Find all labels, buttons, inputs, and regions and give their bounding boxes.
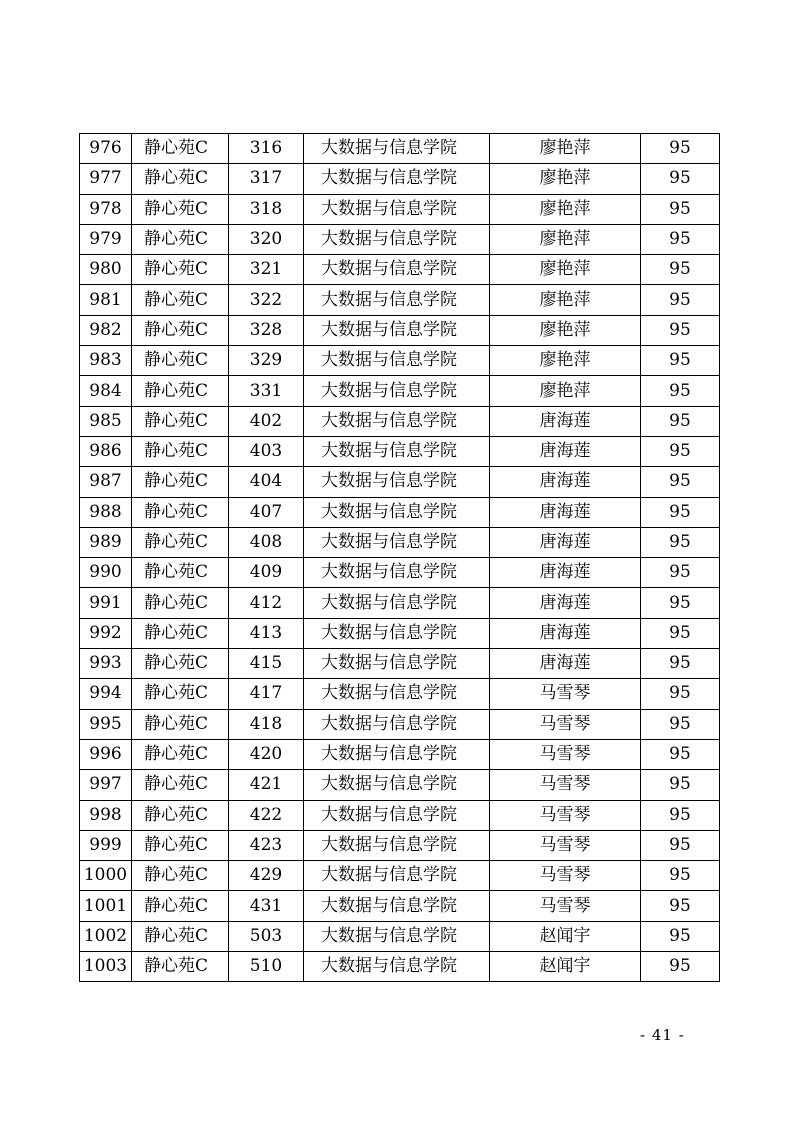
building-cell: 静心苑C bbox=[132, 224, 229, 254]
building-cell: 静心苑C bbox=[132, 649, 229, 679]
college-cell: 大数据与信息学院 bbox=[304, 679, 490, 709]
table-row bbox=[80, 285, 720, 315]
supervisor-name-cell: 马雪琴 bbox=[490, 770, 641, 800]
room-number-cell: 510 bbox=[229, 952, 304, 982]
score-cell: 95 bbox=[641, 558, 720, 588]
supervisor-name-cell: 唐海莲 bbox=[490, 527, 641, 557]
score-cell: 95 bbox=[641, 315, 720, 345]
score-cell: 95 bbox=[641, 497, 720, 527]
college-cell: 大数据与信息学院 bbox=[304, 618, 490, 648]
table-row bbox=[80, 800, 720, 830]
row-number-cell: 1002 bbox=[80, 921, 132, 951]
score-cell: 95 bbox=[641, 709, 720, 739]
building-cell: 静心苑C bbox=[132, 891, 229, 921]
score-cell: 95 bbox=[641, 921, 720, 951]
table-row bbox=[80, 467, 720, 497]
row-number-cell: 976 bbox=[80, 134, 132, 164]
score-cell: 95 bbox=[641, 952, 720, 982]
row-number-cell: 1001 bbox=[80, 891, 132, 921]
building-cell: 静心苑C bbox=[132, 436, 229, 466]
supervisor-name-cell: 唐海莲 bbox=[490, 497, 641, 527]
score-cell: 95 bbox=[641, 588, 720, 618]
building-cell: 静心苑C bbox=[132, 558, 229, 588]
row-number-cell: 994 bbox=[80, 679, 132, 709]
row-number-cell: 989 bbox=[80, 527, 132, 557]
row-number-cell: 980 bbox=[80, 255, 132, 285]
row-number-cell: 977 bbox=[80, 164, 132, 194]
room-number-cell: 429 bbox=[229, 861, 304, 891]
college-cell: 大数据与信息学院 bbox=[304, 164, 490, 194]
row-number-cell: 1003 bbox=[80, 952, 132, 982]
dormitory-score-table bbox=[79, 133, 720, 982]
score-cell: 95 bbox=[641, 346, 720, 376]
table-row bbox=[80, 618, 720, 648]
room-number-cell: 423 bbox=[229, 830, 304, 860]
supervisor-name-cell: 唐海莲 bbox=[490, 588, 641, 618]
score-cell: 95 bbox=[641, 255, 720, 285]
row-number-cell: 996 bbox=[80, 739, 132, 769]
supervisor-name-cell: 马雪琴 bbox=[490, 891, 641, 921]
building-cell: 静心苑C bbox=[132, 527, 229, 557]
building-cell: 静心苑C bbox=[132, 770, 229, 800]
supervisor-name-cell: 马雪琴 bbox=[490, 739, 641, 769]
row-number-cell: 991 bbox=[80, 588, 132, 618]
college-cell: 大数据与信息学院 bbox=[304, 315, 490, 345]
supervisor-name-cell: 唐海莲 bbox=[490, 406, 641, 436]
row-number-cell: 978 bbox=[80, 194, 132, 224]
room-number-cell: 422 bbox=[229, 800, 304, 830]
score-cell: 95 bbox=[641, 224, 720, 254]
building-cell: 静心苑C bbox=[132, 952, 229, 982]
room-number-cell: 403 bbox=[229, 436, 304, 466]
score-cell: 95 bbox=[641, 861, 720, 891]
building-cell: 静心苑C bbox=[132, 800, 229, 830]
row-number-cell: 985 bbox=[80, 406, 132, 436]
table-body bbox=[80, 134, 720, 982]
score-cell: 95 bbox=[641, 679, 720, 709]
college-cell: 大数据与信息学院 bbox=[304, 376, 490, 406]
room-number-cell: 503 bbox=[229, 921, 304, 951]
building-cell: 静心苑C bbox=[132, 618, 229, 648]
row-number-cell: 1000 bbox=[80, 861, 132, 891]
row-number-cell: 984 bbox=[80, 376, 132, 406]
supervisor-name-cell: 马雪琴 bbox=[490, 709, 641, 739]
college-cell: 大数据与信息学院 bbox=[304, 558, 490, 588]
room-number-cell: 329 bbox=[229, 346, 304, 376]
supervisor-name-cell: 马雪琴 bbox=[490, 800, 641, 830]
table-row bbox=[80, 921, 720, 951]
row-number-cell: 992 bbox=[80, 618, 132, 648]
room-number-cell: 328 bbox=[229, 315, 304, 345]
building-cell: 静心苑C bbox=[132, 861, 229, 891]
table-row bbox=[80, 558, 720, 588]
building-cell: 静心苑C bbox=[132, 921, 229, 951]
row-number-cell: 979 bbox=[80, 224, 132, 254]
room-number-cell: 418 bbox=[229, 709, 304, 739]
score-cell: 95 bbox=[641, 649, 720, 679]
supervisor-name-cell: 唐海莲 bbox=[490, 467, 641, 497]
row-number-cell: 986 bbox=[80, 436, 132, 466]
score-cell: 95 bbox=[641, 406, 720, 436]
room-number-cell: 415 bbox=[229, 649, 304, 679]
supervisor-name-cell: 唐海莲 bbox=[490, 436, 641, 466]
table-row bbox=[80, 649, 720, 679]
row-number-cell: 981 bbox=[80, 285, 132, 315]
score-cell: 95 bbox=[641, 164, 720, 194]
supervisor-name-cell: 廖艳萍 bbox=[490, 194, 641, 224]
building-cell: 静心苑C bbox=[132, 285, 229, 315]
supervisor-name-cell: 廖艳萍 bbox=[490, 346, 641, 376]
college-cell: 大数据与信息学院 bbox=[304, 891, 490, 921]
row-number-cell: 995 bbox=[80, 709, 132, 739]
table-row bbox=[80, 739, 720, 769]
table-row bbox=[80, 406, 720, 436]
table-row bbox=[80, 436, 720, 466]
row-number-cell: 987 bbox=[80, 467, 132, 497]
score-cell: 95 bbox=[641, 194, 720, 224]
room-number-cell: 320 bbox=[229, 224, 304, 254]
college-cell: 大数据与信息学院 bbox=[304, 467, 490, 497]
college-cell: 大数据与信息学院 bbox=[304, 952, 490, 982]
table-row bbox=[80, 709, 720, 739]
table-row bbox=[80, 588, 720, 618]
room-number-cell: 402 bbox=[229, 406, 304, 436]
score-cell: 95 bbox=[641, 467, 720, 497]
room-number-cell: 417 bbox=[229, 679, 304, 709]
building-cell: 静心苑C bbox=[132, 134, 229, 164]
college-cell: 大数据与信息学院 bbox=[304, 285, 490, 315]
building-cell: 静心苑C bbox=[132, 406, 229, 436]
college-cell: 大数据与信息学院 bbox=[304, 436, 490, 466]
supervisor-name-cell: 赵闻宇 bbox=[490, 952, 641, 982]
college-cell: 大数据与信息学院 bbox=[304, 588, 490, 618]
building-cell: 静心苑C bbox=[132, 376, 229, 406]
room-number-cell: 316 bbox=[229, 134, 304, 164]
college-cell: 大数据与信息学院 bbox=[304, 800, 490, 830]
supervisor-name-cell: 廖艳萍 bbox=[490, 164, 641, 194]
supervisor-name-cell: 马雪琴 bbox=[490, 679, 641, 709]
supervisor-name-cell: 唐海莲 bbox=[490, 649, 641, 679]
supervisor-name-cell: 廖艳萍 bbox=[490, 224, 641, 254]
college-cell: 大数据与信息学院 bbox=[304, 194, 490, 224]
building-cell: 静心苑C bbox=[132, 739, 229, 769]
supervisor-name-cell: 廖艳萍 bbox=[490, 315, 641, 345]
supervisor-name-cell: 廖艳萍 bbox=[490, 376, 641, 406]
college-cell: 大数据与信息学院 bbox=[304, 861, 490, 891]
supervisor-name-cell: 马雪琴 bbox=[490, 830, 641, 860]
building-cell: 静心苑C bbox=[132, 467, 229, 497]
college-cell: 大数据与信息学院 bbox=[304, 134, 490, 164]
row-number-cell: 982 bbox=[80, 315, 132, 345]
table-row bbox=[80, 134, 720, 164]
college-cell: 大数据与信息学院 bbox=[304, 770, 490, 800]
college-cell: 大数据与信息学院 bbox=[304, 739, 490, 769]
room-number-cell: 420 bbox=[229, 739, 304, 769]
building-cell: 静心苑C bbox=[132, 497, 229, 527]
room-number-cell: 404 bbox=[229, 467, 304, 497]
row-number-cell: 997 bbox=[80, 770, 132, 800]
table-row bbox=[80, 315, 720, 345]
building-cell: 静心苑C bbox=[132, 588, 229, 618]
room-number-cell: 318 bbox=[229, 194, 304, 224]
score-cell: 95 bbox=[641, 891, 720, 921]
room-number-cell: 317 bbox=[229, 164, 304, 194]
room-number-cell: 421 bbox=[229, 770, 304, 800]
supervisor-name-cell: 赵闻宇 bbox=[490, 921, 641, 951]
building-cell: 静心苑C bbox=[132, 315, 229, 345]
table-row bbox=[80, 224, 720, 254]
building-cell: 静心苑C bbox=[132, 164, 229, 194]
row-number-cell: 983 bbox=[80, 346, 132, 376]
table-row bbox=[80, 194, 720, 224]
room-number-cell: 412 bbox=[229, 588, 304, 618]
table-row bbox=[80, 255, 720, 285]
college-cell: 大数据与信息学院 bbox=[304, 709, 490, 739]
building-cell: 静心苑C bbox=[132, 709, 229, 739]
score-cell: 95 bbox=[641, 770, 720, 800]
building-cell: 静心苑C bbox=[132, 194, 229, 224]
row-number-cell: 993 bbox=[80, 649, 132, 679]
table-row bbox=[80, 770, 720, 800]
college-cell: 大数据与信息学院 bbox=[304, 224, 490, 254]
supervisor-name-cell: 廖艳萍 bbox=[490, 285, 641, 315]
table-row bbox=[80, 497, 720, 527]
table-row bbox=[80, 527, 720, 557]
building-cell: 静心苑C bbox=[132, 346, 229, 376]
supervisor-name-cell: 马雪琴 bbox=[490, 861, 641, 891]
row-number-cell: 990 bbox=[80, 558, 132, 588]
room-number-cell: 408 bbox=[229, 527, 304, 557]
table-row bbox=[80, 346, 720, 376]
table-row bbox=[80, 952, 720, 982]
room-number-cell: 413 bbox=[229, 618, 304, 648]
college-cell: 大数据与信息学院 bbox=[304, 921, 490, 951]
table-row bbox=[80, 891, 720, 921]
supervisor-name-cell: 唐海莲 bbox=[490, 618, 641, 648]
score-cell: 95 bbox=[641, 134, 720, 164]
college-cell: 大数据与信息学院 bbox=[304, 346, 490, 376]
score-cell: 95 bbox=[641, 436, 720, 466]
supervisor-name-cell: 唐海莲 bbox=[490, 558, 641, 588]
college-cell: 大数据与信息学院 bbox=[304, 649, 490, 679]
room-number-cell: 321 bbox=[229, 255, 304, 285]
table-row bbox=[80, 679, 720, 709]
score-cell: 95 bbox=[641, 527, 720, 557]
score-cell: 95 bbox=[641, 830, 720, 860]
table-row bbox=[80, 164, 720, 194]
row-number-cell: 999 bbox=[80, 830, 132, 860]
room-number-cell: 322 bbox=[229, 285, 304, 315]
college-cell: 大数据与信息学院 bbox=[304, 527, 490, 557]
college-cell: 大数据与信息学院 bbox=[304, 830, 490, 860]
score-cell: 95 bbox=[641, 285, 720, 315]
room-number-cell: 331 bbox=[229, 376, 304, 406]
table-row bbox=[80, 861, 720, 891]
college-cell: 大数据与信息学院 bbox=[304, 406, 490, 436]
building-cell: 静心苑C bbox=[132, 255, 229, 285]
score-cell: 95 bbox=[641, 618, 720, 648]
building-cell: 静心苑C bbox=[132, 830, 229, 860]
score-cell: 95 bbox=[641, 800, 720, 830]
score-cell: 95 bbox=[641, 739, 720, 769]
supervisor-name-cell: 廖艳萍 bbox=[490, 134, 641, 164]
college-cell: 大数据与信息学院 bbox=[304, 497, 490, 527]
table-row bbox=[80, 830, 720, 860]
room-number-cell: 407 bbox=[229, 497, 304, 527]
row-number-cell: 998 bbox=[80, 800, 132, 830]
room-number-cell: 431 bbox=[229, 891, 304, 921]
page-number: - 41 - bbox=[640, 1026, 685, 1044]
row-number-cell: 988 bbox=[80, 497, 132, 527]
table-row bbox=[80, 376, 720, 406]
building-cell: 静心苑C bbox=[132, 679, 229, 709]
college-cell: 大数据与信息学院 bbox=[304, 255, 490, 285]
supervisor-name-cell: 廖艳萍 bbox=[490, 255, 641, 285]
score-cell: 95 bbox=[641, 376, 720, 406]
room-number-cell: 409 bbox=[229, 558, 304, 588]
